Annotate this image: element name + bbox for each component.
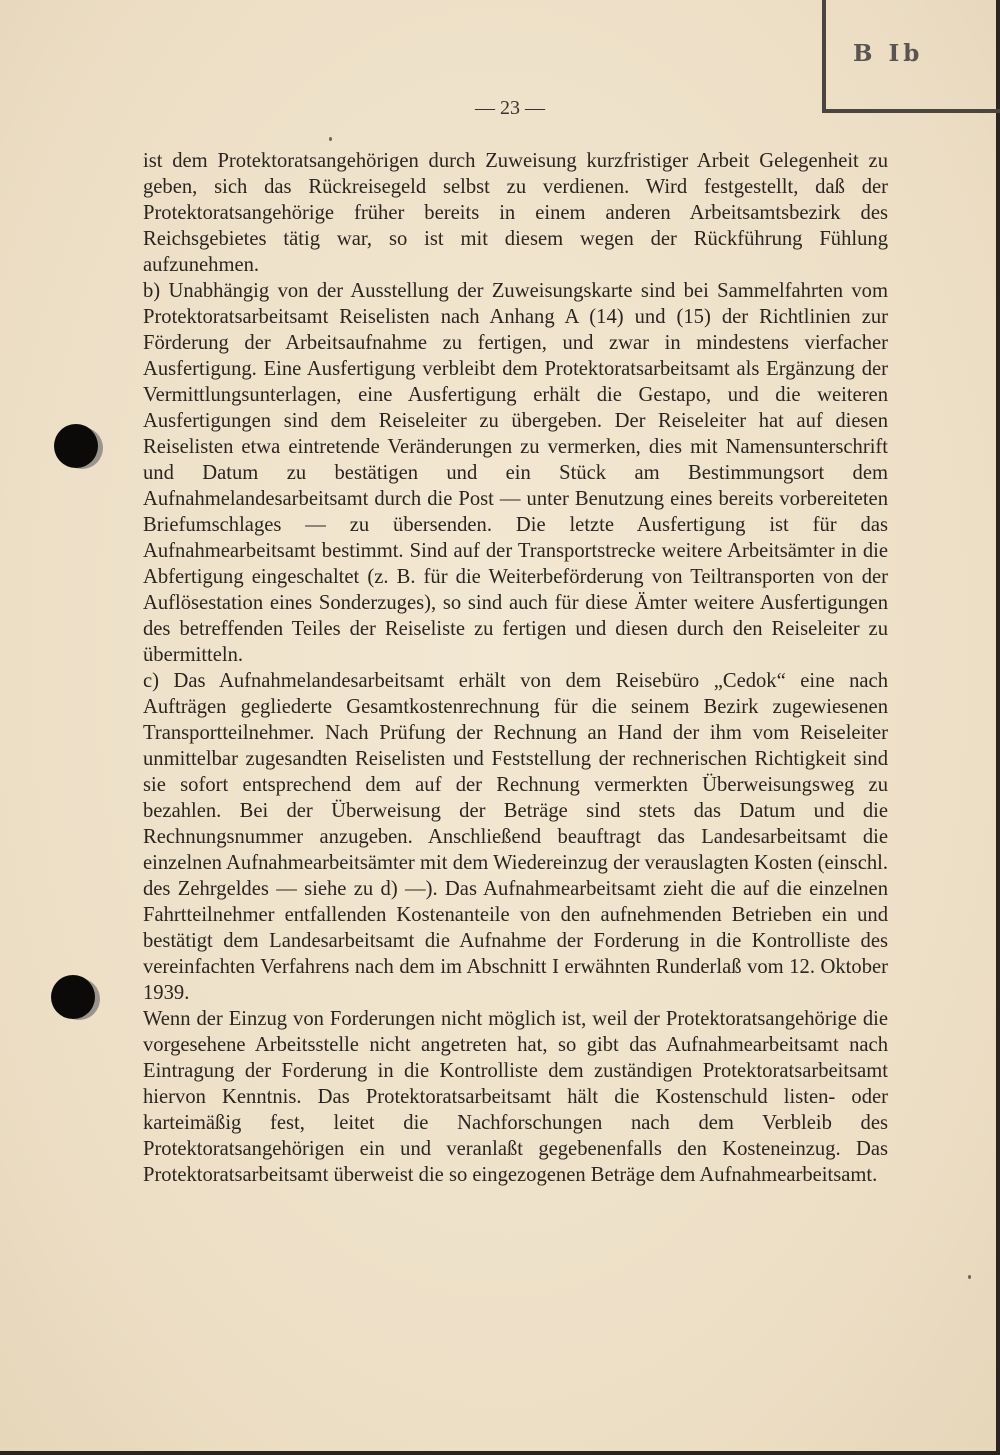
page-number: — 23 — bbox=[475, 97, 545, 119]
punch-hole-bottom bbox=[51, 975, 95, 1019]
paragraph-continuation: ist dem Protektoratsangehörigen durch Zuweisung kurzfristiger Arbeit Gelegenheit zu geben, sich das Rückreisegeld selbst zu verdienen. Wird festgestellt, daß der Protektoratsangehörige früher bereits in einem anderen Arbeitsamtsbezirk des Reichsgebietes tätig war, so ist mit diesem wegen der Rückführung Fühlung aufzunehmen. bbox=[143, 150, 888, 276]
paragraph-b: b) Unabhängig von der Ausstellung der Zuweisungskarte sind bei Sammelfahrten vom Protektoratsarbeitsamt Reiselisten nach Anhang A (14) und (15) der Richtlinien zur Förderung der Arbeitsaufnahme zu fertigen, und zwar in mindestens vierfacher Ausfertigung. Eine Ausfertigung verbleibt dem Protektoratsarbeitsamt als Ergänzung der Vermittlungsunterlagen, eine Ausfertigung erhält die Gestapo, und die weiteren Ausfertigungen sind dem Reiseleiter zu übergeben. Der Reiseleiter hat auf diesen Reiselisten etwa eintretende Veränderungen zu vermerken, dies mit Namensunterschrift und Datum zu bestätigen und ein Stück am Bestimmungsort dem Aufnahmelandesarbeitsamt durch die Post — unter Benutzung eines bereits vorbereiteten Briefumschlages — zu übersenden. Die letzte Ausfertigung ist für das Aufnahmearbeitsamt bestimmt. Sind auf der Transportstrecke weitere Arbeitsämter in die Abfertigung eingeschaltet (z. B. für die Weiterbeförderung von Teiltransporten von der Auflösestation eines Sonderzuges), so sind auch für diese Ämter weitere Ausfertigungen des betreffenden Teiles der Reiseliste zu fertigen und diesen durch den Reiseleiter zu übermitteln. bbox=[143, 280, 888, 666]
paper-speck bbox=[968, 1275, 971, 1279]
body-text bbox=[143, 148, 888, 1188]
punch-hole-top bbox=[54, 424, 98, 468]
classification-stamp: B Ib bbox=[853, 40, 924, 67]
paragraph-collection: Wenn der Einzug von Forderungen nicht möglich ist, weil der Protektoratsangehörige die vorgesehene Arbeitsstelle nicht angetreten hat, so gibt das Aufnahmearbeitsamt nach Eintragung der Forderung in die Kontrolliste dem zuständigen Protektoratsarbeitsamt hiervon Kenntnis. Das Protektoratsarbeitsamt hält die Kostenschuld listen- oder karteimäßig fest, leitet die Nachforschungen nach dem Verbleib des Protektoratsangehörigen ein und veranlaßt gegebenenfalls den Kosteneinzug. Das Protektoratsarbeitsamt überweist die so eingezogenen Beträge dem Aufnahmearbeitsamt. bbox=[143, 1008, 888, 1186]
paper-speck bbox=[329, 137, 332, 141]
paragraph-c: c) Das Aufnahmelandesarbeitsamt erhält von dem Reisebüro „Cedok“ eine nach Aufträgen gegliederte Gesamtkostenrechnung für die seinem Bezirk zugewiesenen Transportteilnehmer. Nach Prüfung der Rechnung an Hand der ihm vom Reiseleiter unmittelbar zugesandten Reiselisten und Feststellung der rechnerischen Richtigkeit sind sie sofort entsprechend dem auf der Rechnung vermerkten Überweisungsweg zu bezahlen. Bei der Überweisung der Beträge sind stets das Datum und die Rechnungsnummer anzugeben. Anschließend beauftragt das Landesarbeitsamt die einzelnen Aufnahmearbeitsämter mit dem Wiedereinzug der verauslagten Kosten (einschl. des Zehrgeldes — siehe zu d) —). Das Aufnahmearbeitsamt zieht die auf die einzelnen Fahrtteilnehmer entfallenden Kostenanteile von den aufnehmenden Betrieben ein und bestätigt dem Landesarbeitsamt die Aufnahme der Forderung in die Kontrolliste des vereinfachten Verfahrens nach dem im Abschnitt I erwähnten Runderlaß vom 12. Oktober 1939. bbox=[143, 670, 888, 1004]
